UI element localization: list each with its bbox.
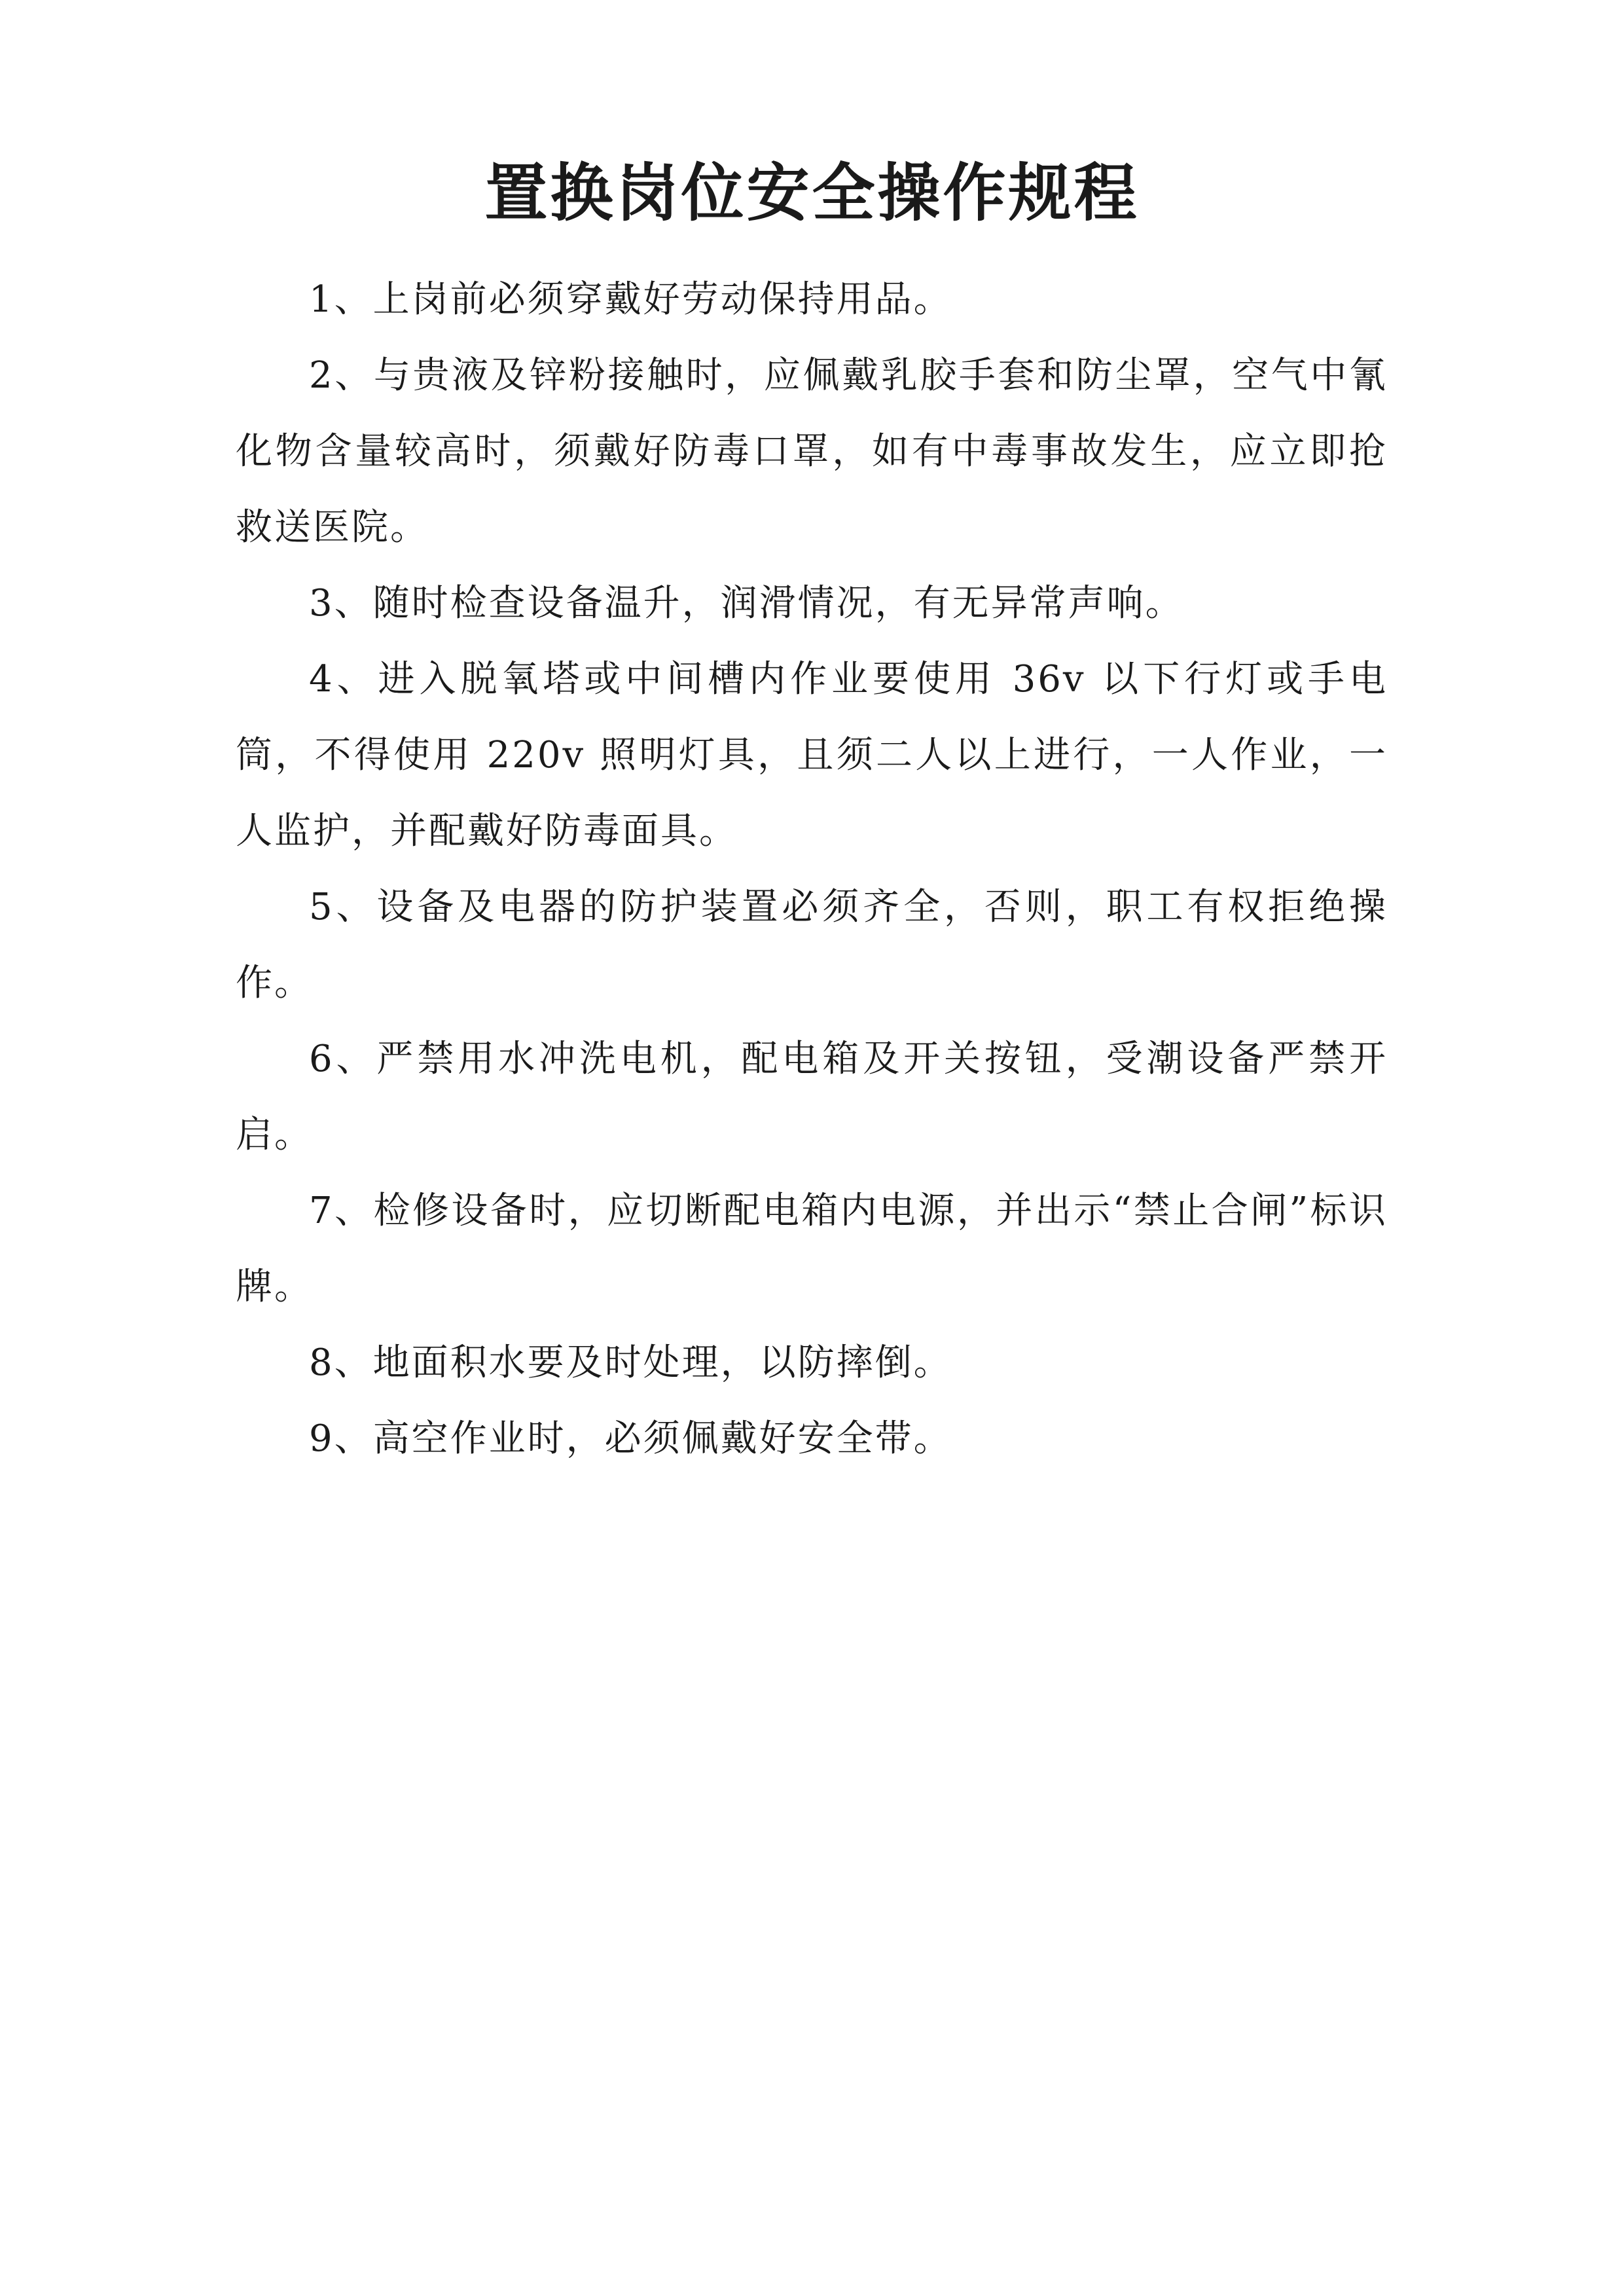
rule-item-1: 1、上岗前必须穿戴好劳动保持用品。 bbox=[309, 278, 952, 321]
rule-item-7: 7、检修设备时，应切断配电箱内电源，并出示“禁止合闸”标识牌。 bbox=[236, 1190, 1388, 1308]
rule-item-4: 4、进入脱氧塔或中间槽内作业要使用 36v 以下行灯或手电筒，不得使用 220v 照明灯具，且须二人以上进行，一人作业，一人监护，并配戴好防毒面具。 bbox=[236, 658, 1388, 852]
rule-item-6: 6、严禁用水冲洗电机，配电箱及开关按钮，受潮设备严禁开启。 bbox=[236, 1038, 1388, 1156]
document-title: 置换岗位安全操作规程 bbox=[484, 156, 1140, 230]
rule-item-3: 3、随时检查设备温升，润滑情况，有无异常声响。 bbox=[309, 582, 1184, 625]
rule-item-2: 2、与贵液及锌粉接触时，应佩戴乳胶手套和防尘罩，空气中氰化物含量较高时，须戴好防毒口罩，如有中毒事故发生，应立即抢救送医院。 bbox=[236, 354, 1388, 549]
rule-item-8: 8、地面积水要及时处理，以防摔倒。 bbox=[309, 1341, 952, 1384]
rules-list bbox=[236, 262, 1388, 1477]
rule-item-9: 9、高空作业时，必须佩戴好安全带。 bbox=[309, 1417, 952, 1460]
rule-item-5: 5、设备及电器的防护装置必须齐全，否则，职工有权拒绝操作。 bbox=[236, 886, 1388, 1004]
